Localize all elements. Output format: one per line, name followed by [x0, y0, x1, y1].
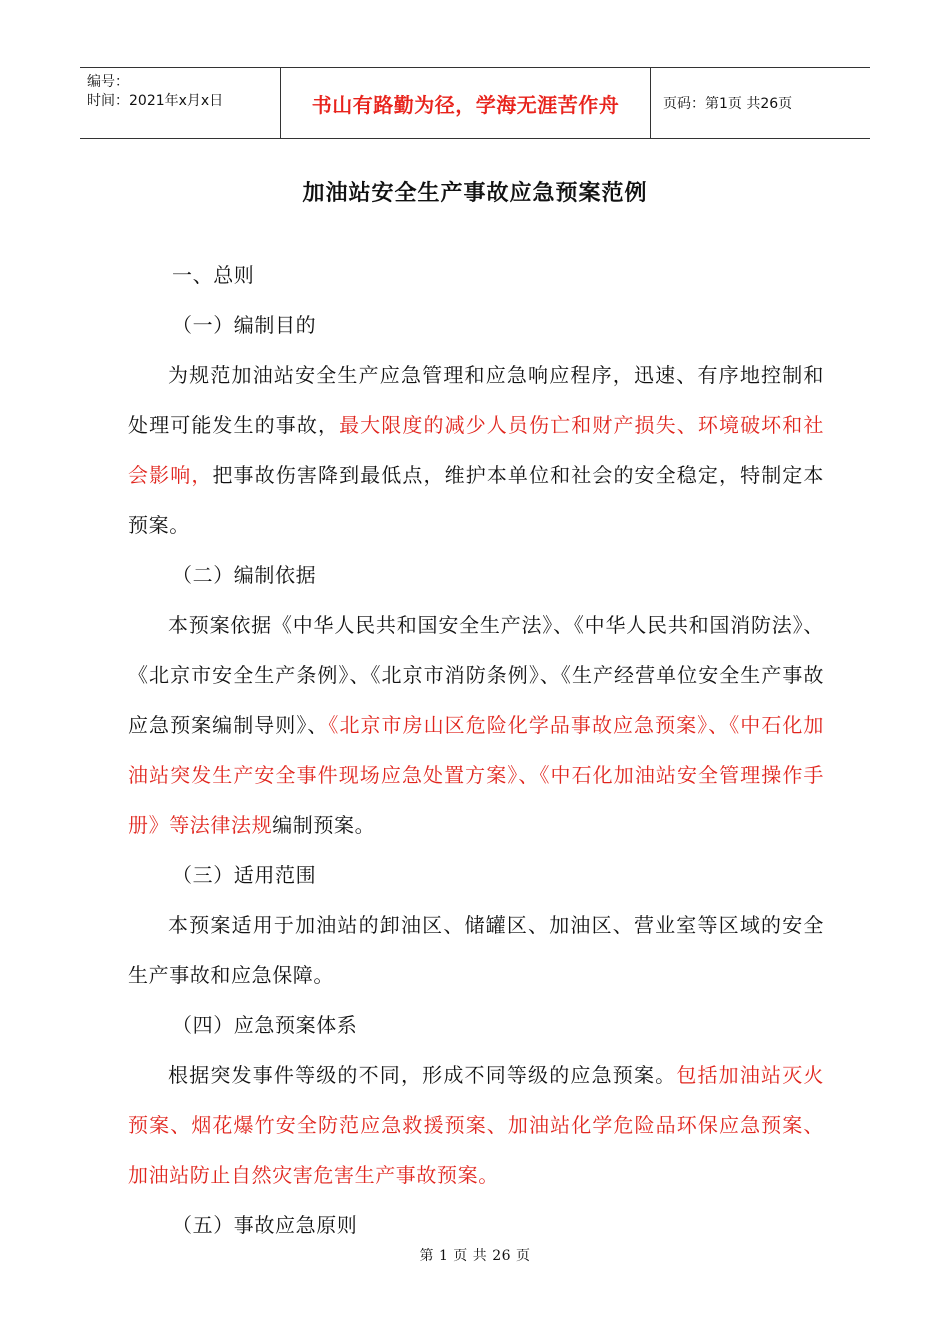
principle-heading: （五）事故应急原则: [172, 1213, 358, 1237]
document-body: [128, 250, 824, 1250]
system-text-highlight: 包括加油站灭火预案、烟花爆竹安全防范应急救援预案、加油站化学危险品环保应急预案、加油站防止自然灾害危害生产事故预案。: [128, 1063, 824, 1187]
section-general: 一、总则: [172, 263, 255, 287]
purpose-text-1: 为规范加油站安全生产应急管理和应急响应程序，迅速、有序地控制和处理可能发生的事故，: [128, 363, 824, 437]
number-label: 编号：: [87, 74, 129, 90]
time-label: 时间：2021年x月x日: [87, 93, 224, 109]
scope-paragraph: 本预案适用于加油站的卸油区、储罐区、加油区、营业室等区域的安全生产事故和应急保障。: [128, 913, 824, 987]
system-heading: （四）应急预案体系: [172, 1013, 358, 1037]
purpose-heading: （一）编制目的: [172, 313, 317, 337]
basis-text-highlight: 《北京市房山区危险化学品事故应急预案》、《中石化加油站突发生产安全事件现场应急处置方案》、《中石化加油站安全管理操作手册》等法律法规: [128, 713, 825, 837]
basis-paragraph: [128, 600, 824, 850]
system-paragraph: [128, 1050, 824, 1200]
purpose-text-highlight: 最大限度的减少人员伤亡和财产损失、环境破坏和社会影响，: [128, 413, 824, 487]
basis-heading: （二）编制依据: [172, 563, 317, 587]
page-header: [80, 67, 870, 139]
purpose-text-2: 把事故伤害降到最低点，维护本单位和社会的安全稳定，特制定本预案。: [128, 463, 825, 537]
page-footer: 第 1 页 共 26 页: [419, 1248, 531, 1264]
system-text-1: 根据突发事件等级的不同，形成不同等级的应急预案。: [168, 1063, 677, 1087]
header-motto: 书山有路勤为径，学海无涯苦作舟: [281, 68, 651, 138]
scope-heading: （三）适用范围: [172, 863, 317, 887]
basis-text-2: 编制预案。: [272, 813, 376, 837]
basis-text-1: 本预案依据《中华人民共和国安全生产法》、《中华人民共和国消防法》、《北京市安全生产条例》、《北京市消防条例》、《生产经营单位安全生产事故应急预案编制导则》、: [128, 613, 824, 737]
purpose-paragraph: [128, 350, 824, 550]
header-meta: [80, 68, 281, 138]
header-page-info: 页码：第1页 共26页: [663, 96, 793, 112]
document-title: 加油站安全生产事故应急预案范例: [302, 181, 648, 206]
